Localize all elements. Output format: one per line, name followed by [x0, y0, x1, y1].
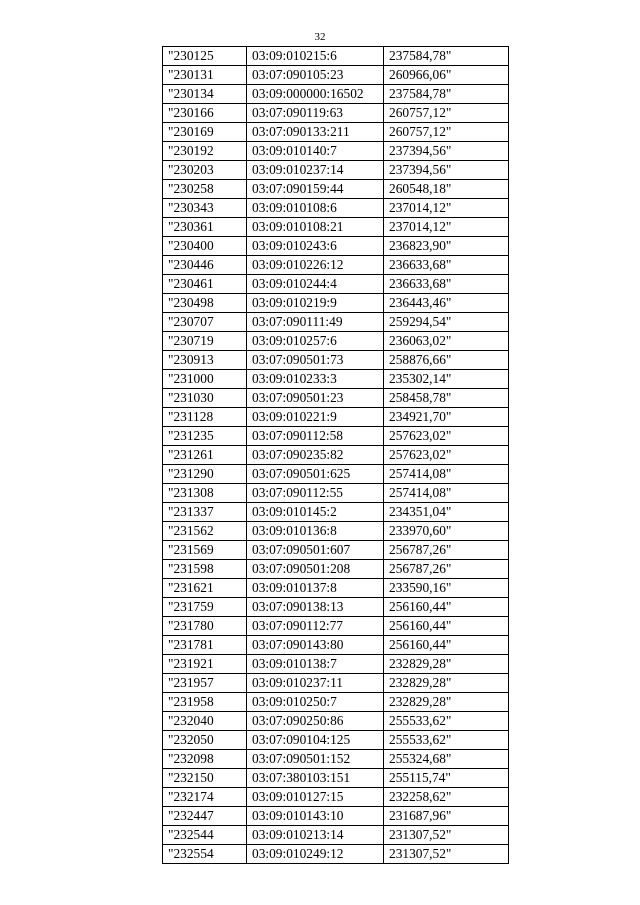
record-number-cell: "232544	[163, 826, 247, 845]
cadastral-number-cell: 03:09:010250:7	[247, 693, 384, 712]
cadastral-number-cell: 03:09:010226:12	[247, 256, 384, 275]
table-row	[163, 674, 509, 693]
record-number-cell: "230461	[163, 275, 247, 294]
value-cell: 237394,56"	[384, 161, 509, 180]
record-number-cell: "232447	[163, 807, 247, 826]
record-number-cell: "231621	[163, 579, 247, 598]
cadastral-number-cell: 03:09:010244:4	[247, 275, 384, 294]
table-row	[163, 446, 509, 465]
table-row	[163, 807, 509, 826]
record-number-cell: "232050	[163, 731, 247, 750]
record-number-cell: "230400	[163, 237, 247, 256]
table-row	[163, 256, 509, 275]
record-number-cell: "231128	[163, 408, 247, 427]
cadastral-number-cell: 03:07:090104:125	[247, 731, 384, 750]
record-number-cell: "231598	[163, 560, 247, 579]
table-row	[163, 598, 509, 617]
cadastral-number-cell: 03:09:000000:16502	[247, 85, 384, 104]
cadastral-number-cell: 03:07:090105:23	[247, 66, 384, 85]
value-cell: 257414,08"	[384, 484, 509, 503]
table-row	[163, 66, 509, 85]
value-cell: 255115,74"	[384, 769, 509, 788]
cadastral-number-cell: 03:07:380103:151	[247, 769, 384, 788]
value-cell: 237014,12"	[384, 218, 509, 237]
cadastral-number-cell: 03:09:010257:6	[247, 332, 384, 351]
value-cell: 231307,52"	[384, 845, 509, 864]
table-row	[163, 389, 509, 408]
value-cell: 256160,44"	[384, 636, 509, 655]
cadastral-number-cell: 03:09:010137:8	[247, 579, 384, 598]
value-cell: 260966,06"	[384, 66, 509, 85]
cadastral-number-cell: 03:09:010136:8	[247, 522, 384, 541]
record-number-cell: "231780	[163, 617, 247, 636]
value-cell: 255533,62"	[384, 712, 509, 731]
value-cell: 260757,12"	[384, 104, 509, 123]
table-row	[163, 199, 509, 218]
record-number-cell: "231781	[163, 636, 247, 655]
value-cell: 257623,02"	[384, 427, 509, 446]
table-row	[163, 541, 509, 560]
table-row	[163, 750, 509, 769]
record-number-cell: "231337	[163, 503, 247, 522]
table-row	[163, 332, 509, 351]
table-row	[163, 142, 509, 161]
record-number-cell: "230258	[163, 180, 247, 199]
cadastral-number-cell: 03:07:090501:73	[247, 351, 384, 370]
table-row	[163, 769, 509, 788]
cadastral-number-cell: 03:07:090159:44	[247, 180, 384, 199]
cadastral-number-cell: 03:09:010145:2	[247, 503, 384, 522]
cadastral-number-cell: 03:07:090501:152	[247, 750, 384, 769]
record-number-cell: "230361	[163, 218, 247, 237]
table-row	[163, 85, 509, 104]
cadastral-number-cell: 03:07:090501:607	[247, 541, 384, 560]
table-row	[163, 351, 509, 370]
record-number-cell: "231921	[163, 655, 247, 674]
value-cell: 258458,78"	[384, 389, 509, 408]
table-row	[163, 826, 509, 845]
table-row	[163, 731, 509, 750]
value-cell: 234921,70"	[384, 408, 509, 427]
table-row	[163, 237, 509, 256]
table-row	[163, 123, 509, 142]
table-row	[163, 218, 509, 237]
cadastral-number-cell: 03:09:010221:9	[247, 408, 384, 427]
value-cell: 257623,02"	[384, 446, 509, 465]
record-number-cell: "231957	[163, 674, 247, 693]
table-row	[163, 313, 509, 332]
cadastral-number-cell: 03:09:010219:9	[247, 294, 384, 313]
value-cell: 237394,56"	[384, 142, 509, 161]
cadastral-number-cell: 03:09:010237:14	[247, 161, 384, 180]
cadastral-number-cell: 03:07:090119:63	[247, 104, 384, 123]
table-row	[163, 427, 509, 446]
value-cell: 256160,44"	[384, 598, 509, 617]
value-cell: 236443,46"	[384, 294, 509, 313]
cadastral-number-cell: 03:09:010233:3	[247, 370, 384, 389]
record-number-cell: "230192	[163, 142, 247, 161]
table-row	[163, 579, 509, 598]
value-cell: 232829,28"	[384, 674, 509, 693]
value-cell: 233970,60"	[384, 522, 509, 541]
record-number-cell: "231235	[163, 427, 247, 446]
table-row	[163, 560, 509, 579]
cadastral-number-cell: 03:09:010108:21	[247, 218, 384, 237]
record-number-cell: "230134	[163, 85, 247, 104]
cadastral-number-cell: 03:09:010127:15	[247, 788, 384, 807]
cadastral-number-cell: 03:07:090112:58	[247, 427, 384, 446]
cadastral-number-cell: 03:07:090111:49	[247, 313, 384, 332]
value-cell: 255324,68"	[384, 750, 509, 769]
cadastral-number-cell: 03:09:010249:12	[247, 845, 384, 864]
cadastral-number-cell: 03:07:090143:80	[247, 636, 384, 655]
record-number-cell: "230498	[163, 294, 247, 313]
value-cell: 256160,44"	[384, 617, 509, 636]
record-number-cell: "230913	[163, 351, 247, 370]
record-number-cell: "231290	[163, 465, 247, 484]
page-number: 32	[314, 31, 326, 43]
cadastral-number-cell: 03:09:010215:6	[247, 47, 384, 66]
table-row	[163, 845, 509, 864]
value-cell: 258876,66"	[384, 351, 509, 370]
table-row	[163, 294, 509, 313]
record-number-cell: "231562	[163, 522, 247, 541]
value-cell: 231307,52"	[384, 826, 509, 845]
table-row	[163, 275, 509, 294]
table-row	[163, 180, 509, 199]
value-cell: 237584,78"	[384, 85, 509, 104]
cadastral-number-cell: 03:07:090501:208	[247, 560, 384, 579]
value-cell: 234351,04"	[384, 503, 509, 522]
record-number-cell: "231261	[163, 446, 247, 465]
value-cell: 232258,62"	[384, 788, 509, 807]
record-number-cell: "232098	[163, 750, 247, 769]
value-cell: 260757,12"	[384, 123, 509, 142]
record-number-cell: "231000	[163, 370, 247, 389]
record-number-cell: "230125	[163, 47, 247, 66]
value-cell: 256787,26"	[384, 560, 509, 579]
record-number-cell: "230446	[163, 256, 247, 275]
value-cell: 259294,54"	[384, 313, 509, 332]
table-row	[163, 522, 509, 541]
cadastral-number-cell: 03:09:010108:6	[247, 199, 384, 218]
value-cell: 231687,96"	[384, 807, 509, 826]
record-number-cell: "232554	[163, 845, 247, 864]
value-cell: 236823,90"	[384, 237, 509, 256]
record-number-cell: "232150	[163, 769, 247, 788]
cadastral-number-cell: 03:09:010237:11	[247, 674, 384, 693]
value-cell: 232829,28"	[384, 693, 509, 712]
value-cell: 236063,02"	[384, 332, 509, 351]
cadastral-number-cell: 03:07:090250:86	[247, 712, 384, 731]
table-row	[163, 617, 509, 636]
table-row	[163, 161, 509, 180]
cadastral-number-cell: 03:09:010138:7	[247, 655, 384, 674]
value-cell: 255533,62"	[384, 731, 509, 750]
record-number-cell: "231759	[163, 598, 247, 617]
cadastral-number-cell: 03:07:090501:625	[247, 465, 384, 484]
cadastral-number-cell: 03:07:090138:13	[247, 598, 384, 617]
cadastral-table	[162, 46, 509, 864]
table-row	[163, 788, 509, 807]
record-number-cell: "230169	[163, 123, 247, 142]
value-cell: 237014,12"	[384, 199, 509, 218]
record-number-cell: "231030	[163, 389, 247, 408]
value-cell: 236633,68"	[384, 275, 509, 294]
value-cell: 236633,68"	[384, 256, 509, 275]
record-number-cell: "230719	[163, 332, 247, 351]
record-number-cell: "230203	[163, 161, 247, 180]
table-row	[163, 712, 509, 731]
value-cell: 260548,18"	[384, 180, 509, 199]
cadastral-number-cell: 03:07:090112:55	[247, 484, 384, 503]
cadastral-number-cell: 03:09:010243:6	[247, 237, 384, 256]
record-number-cell: "231569	[163, 541, 247, 560]
table-row	[163, 104, 509, 123]
record-number-cell: "231958	[163, 693, 247, 712]
cadastral-number-cell: 03:09:010213:14	[247, 826, 384, 845]
table-row	[163, 370, 509, 389]
cadastral-number-cell: 03:07:090112:77	[247, 617, 384, 636]
table-row	[163, 503, 509, 522]
value-cell: 232829,28"	[384, 655, 509, 674]
cadastral-number-cell: 03:07:090133:211	[247, 123, 384, 142]
record-number-cell: "232174	[163, 788, 247, 807]
record-number-cell: "232040	[163, 712, 247, 731]
table-row	[163, 465, 509, 484]
record-number-cell: "230166	[163, 104, 247, 123]
value-cell: 235302,14"	[384, 370, 509, 389]
cadastral-number-cell: 03:09:010143:10	[247, 807, 384, 826]
record-number-cell: "230131	[163, 66, 247, 85]
table-row	[163, 655, 509, 674]
value-cell: 257414,08"	[384, 465, 509, 484]
table-row	[163, 47, 509, 66]
value-cell: 233590,16"	[384, 579, 509, 598]
record-number-cell: "230343	[163, 199, 247, 218]
record-number-cell: "231308	[163, 484, 247, 503]
table-row	[163, 636, 509, 655]
cadastral-number-cell: 03:07:090235:82	[247, 446, 384, 465]
value-cell: 237584,78"	[384, 47, 509, 66]
table-row	[163, 408, 509, 427]
cadastral-number-cell: 03:07:090501:23	[247, 389, 384, 408]
table-row	[163, 484, 509, 503]
table-body	[163, 47, 509, 864]
record-number-cell: "230707	[163, 313, 247, 332]
cadastral-number-cell: 03:09:010140:7	[247, 142, 384, 161]
table-row	[163, 693, 509, 712]
value-cell: 256787,26"	[384, 541, 509, 560]
